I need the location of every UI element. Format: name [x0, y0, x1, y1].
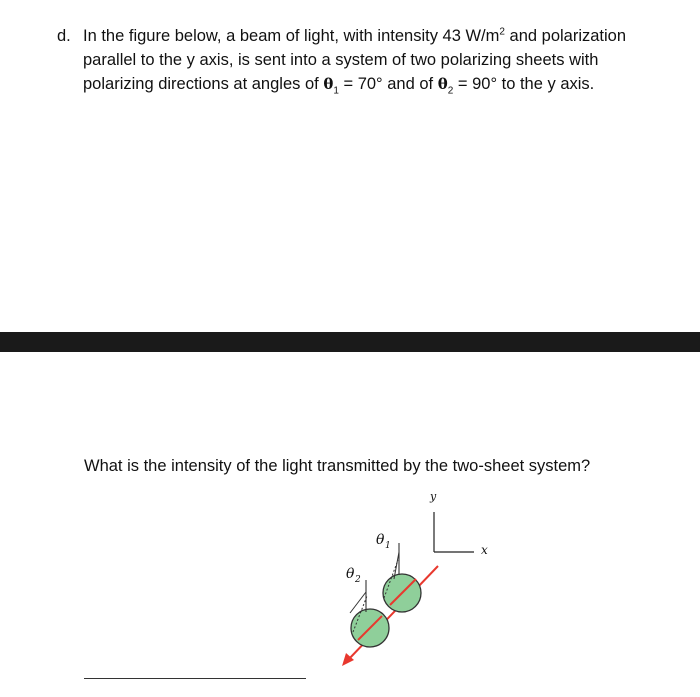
unit-exponent: 2	[499, 26, 505, 38]
question-line-3-pre: polarizing directions at angles of	[83, 75, 324, 93]
axis-x-label: x	[481, 543, 488, 557]
question-line-2: parallel to the y axis, is sent into a system of two polarizing sheets with	[83, 51, 599, 69]
question-line-1	[83, 25, 626, 49]
question-label: d.	[57, 27, 71, 45]
svg-text:θ: θ	[346, 566, 355, 582]
polarizer-figure	[320, 488, 510, 668]
question-line-3-mid: = 70° and of	[338, 75, 438, 93]
question-line-1-post: and polarization	[504, 27, 627, 45]
theta2-subscript: 2	[447, 85, 454, 97]
svg-text:2: 2	[355, 575, 361, 585]
section-divider-bar	[0, 332, 700, 352]
polarizing-sheet-1	[383, 543, 421, 612]
question-line-3-post: = 90° to the y axis.	[453, 75, 595, 93]
theta1-symbol: θ	[323, 75, 334, 93]
theta1-subscript: 1	[333, 85, 339, 97]
answer-blank-line	[84, 678, 306, 679]
question-line-1-pre: In the figure below, a beam of light, with intensity 43 W/m	[83, 27, 500, 45]
theta2-symbol: θ	[437, 75, 448, 93]
axis-y-label: y	[430, 490, 437, 503]
svg-text:θ: θ	[376, 532, 385, 548]
svg-text:1: 1	[385, 541, 391, 551]
theta2-label	[346, 566, 361, 585]
theta1-label	[376, 532, 391, 551]
sub-question-text: What is the intensity of the light transmitted by the two-sheet system?	[84, 457, 591, 475]
axes-icon	[434, 512, 474, 552]
question-line-3	[83, 73, 594, 97]
